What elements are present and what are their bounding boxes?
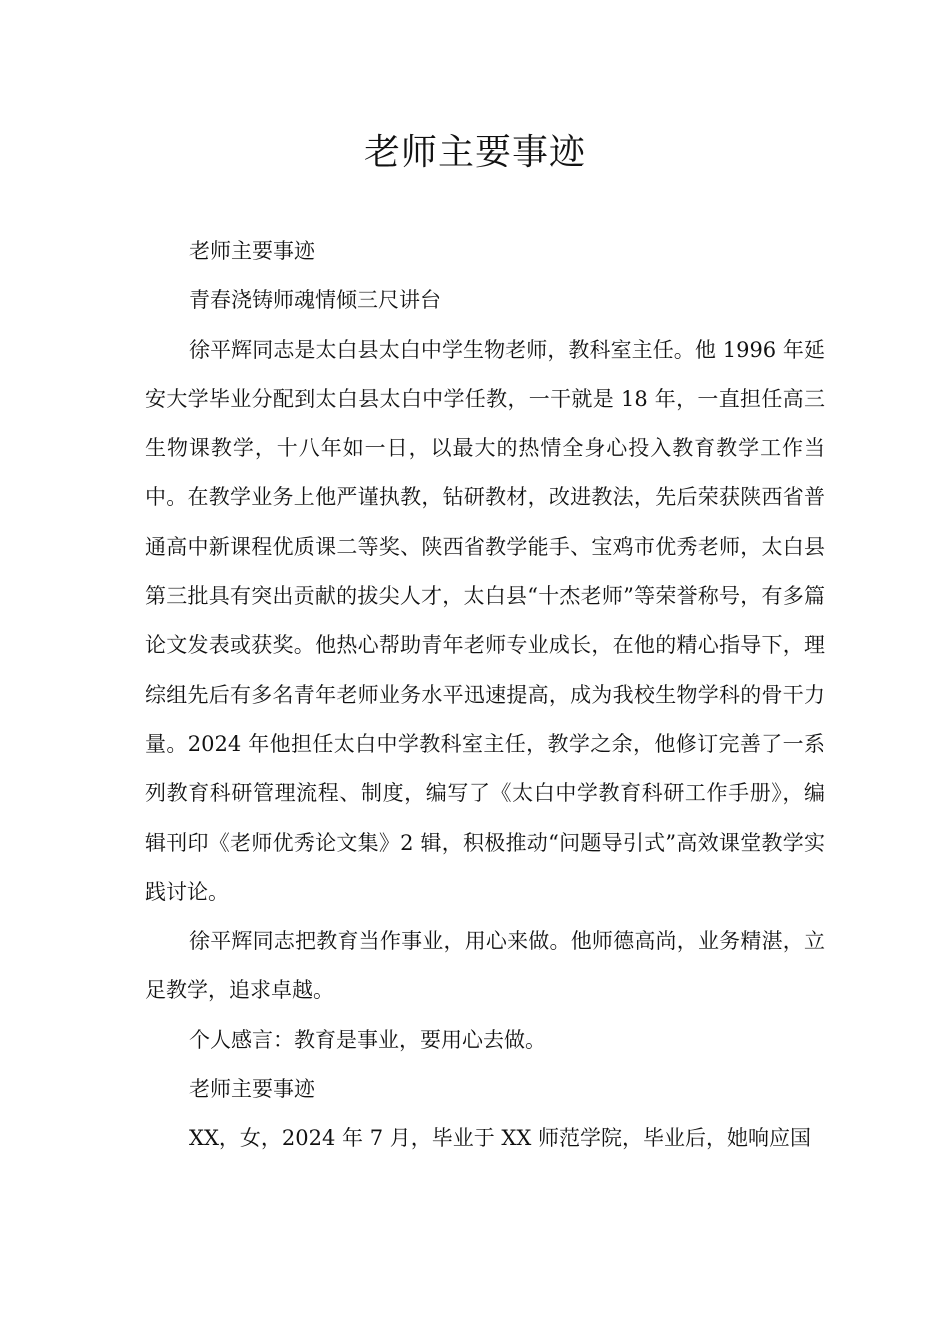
personal-quote: 个人感言：教育是事业，要用心去做。 [189, 1027, 546, 1052]
section-heading: 老师主要事迹 [189, 239, 315, 263]
body-paragraph: 徐平辉同志把教育当作事业，用心来做。他师德高尚，业务精湛，立足教学，追求卓越。 [145, 929, 825, 1003]
section-heading: 老师主要事迹 [189, 1077, 315, 1102]
body-paragraph: XX，女，2024 年 7 月，毕业于 XX 师范学院，毕业后，她响应国 [189, 1126, 811, 1151]
subtitle: 青春浇铸师魂情倾三尺讲台 [189, 288, 441, 313]
document-title: 老师主要事迹 [363, 132, 586, 173]
body-paragraph: 徐平辉同志是太白县太白中学生物老师，教科室主任。他 1996 年延安大学毕业分配到太白县太白中学任教，一干就是 18 年，一直担任高三生物课教学，十八年如一日，以最大的热情全身心投入教育教学工作当中。在教学业务上他严谨执教，钻研教材，改进教法，先后荣获陕西省普通高中新课程优质课二等奖、陕西省教学能手、宝鸡市优秀老师，太白县第三批具有突出贡献的拔尖人才，太白县“十杰老师”等荣誉称号，有多篇论文发表或获奖。他热心帮助青年老师专业成长，在他的精心指导下，理综组先后有多名青年老师业务水平迅速提高，成为我校生物学科的骨干力量。2024 年他担任太白中学教科室主任，教学之余，他修订完善了一系列教育科研管理流程、制度，编写了《太白中学教育科研工作手册》，编辑刊印《老师优秀论文集》2 辑，积极推动“问题导引式”高效课堂教学实践讨论。 [145, 337, 825, 904]
document-body [145, 227, 825, 1164]
